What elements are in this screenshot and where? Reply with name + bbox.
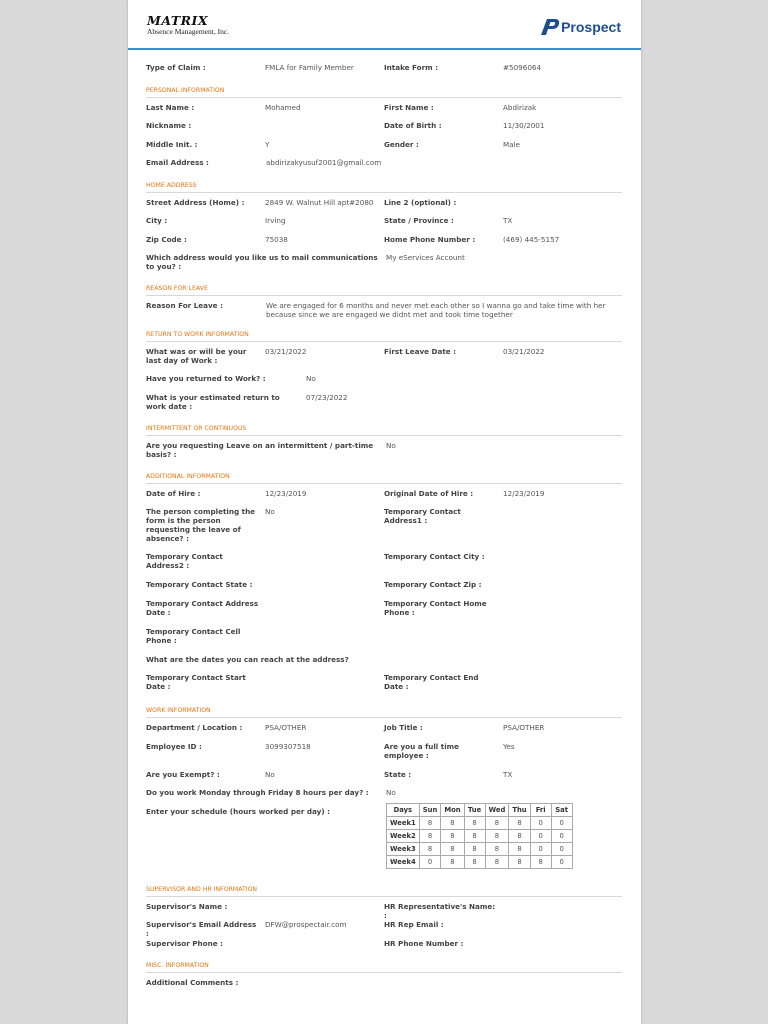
mail-row [146, 253, 622, 280]
street-row [146, 198, 622, 217]
email-address-label: Email Address : [146, 158, 209, 167]
schedule-hours-cell: 8 [485, 829, 509, 842]
mail-communications-value: My eServices Account [386, 253, 465, 262]
tc-state-row [146, 580, 622, 599]
original-hire-label: Original Date of Hire : [384, 488, 474, 498]
matrix-logo [147, 14, 229, 36]
hr-rep-email-label: HR Rep Email : [384, 920, 444, 929]
returned-to-work-value: No [306, 374, 316, 383]
temp-contact-address-date-value [265, 599, 384, 627]
middle-gender-row [146, 140, 622, 159]
tc-start-row [146, 673, 622, 702]
schedule-table [386, 803, 573, 869]
temp-contact-cell-value [266, 627, 386, 655]
mail-communications-label: Which address would you like us to mail communications to you? : [146, 253, 378, 271]
last-day-row [146, 347, 622, 374]
supervisor-phone-value [265, 939, 384, 958]
schedule-hours-cell: 8 [485, 855, 509, 868]
schedule-row [146, 807, 622, 881]
nickname-value [265, 121, 384, 140]
supervisor-name-value [265, 902, 384, 921]
schedule-label: Enter your schedule (hours worked per day) : [146, 806, 331, 816]
section-additional-information: ADDITIONAL INFORMATION [146, 468, 622, 484]
schedule-hours-cell: 8 [464, 829, 485, 842]
schedule-header: Mon [441, 803, 464, 816]
gender-value: Male [503, 139, 521, 149]
nickname-label: Nickname : [146, 121, 192, 130]
hr-rep-name-value [503, 902, 622, 921]
first-leave-date-label: First Leave Date : [384, 347, 457, 356]
section-home-address: HOME ADDRESS [146, 177, 622, 193]
section-misc-information: MISC. INFORMATION [146, 957, 622, 973]
schedule-hours-cell: 8 [441, 829, 464, 842]
schedule-hours-cell: 0 [530, 816, 551, 829]
schedule-header: Fri [530, 803, 551, 816]
full-time-value: Yes [503, 741, 515, 751]
department-label: Department / Location : [146, 723, 243, 732]
comments-row [146, 978, 622, 997]
intake-form-label: Intake Form : [384, 63, 439, 72]
schedule-hours-cell: 0 [551, 842, 572, 855]
temp-contact-start-value [265, 673, 384, 702]
intermittent-value: No [386, 440, 396, 450]
dates-reach-row [146, 655, 622, 674]
emp-id-row [146, 742, 622, 770]
temp-contact-city-value [503, 552, 622, 580]
dept-row [146, 723, 622, 742]
schedule-hours-cell: 8 [485, 842, 509, 855]
table-row [387, 842, 573, 855]
zip-row [146, 235, 622, 254]
schedule-table-wrap [386, 803, 573, 869]
returned-row [146, 374, 622, 393]
prospect-logo [538, 18, 621, 36]
name-row [146, 103, 622, 122]
hire-row [146, 489, 622, 508]
last-name-value: Mohamed [265, 102, 301, 112]
section-reason-for-leave: REASON FOR LEAVE [146, 280, 622, 296]
date-of-hire-label: Date of Hire : [146, 488, 201, 498]
state-province-label: State / Province : [384, 216, 454, 225]
nickname-row [146, 121, 622, 140]
schedule-hours-cell: 8 [441, 842, 464, 855]
schedule-hours-cell: 8 [464, 816, 485, 829]
schedule-hours-cell: 8 [509, 816, 530, 829]
temp-contact-home-phone-label: Temporary Contact Home Phone : [384, 598, 487, 617]
schedule-week-cell: Week2 [387, 829, 420, 842]
schedule-hours-cell: 8 [509, 829, 530, 842]
additional-comments-label: Additional Comments : [146, 978, 239, 987]
section-work-information: WORK INFORMATION [146, 702, 622, 718]
zip-code-label: Zip Code : [146, 234, 187, 244]
hr-rep-name-label: HR Representative's Name: : [384, 901, 496, 920]
temp-contact-address-date-label: Temporary Contact Address Date : [146, 598, 259, 617]
employee-id-value: 3099307518 [265, 741, 311, 751]
zip-code-value: 75038 [265, 234, 288, 244]
schedule-hours-cell: 8 [509, 842, 530, 855]
supervisor-email-label: Supervisor's Email Address : [146, 920, 257, 938]
schedule-header: Sat [551, 803, 572, 816]
estimated-return-value: 07/23/2022 [306, 392, 348, 402]
temp-contact-state-label: Temporary Contact State : [146, 580, 253, 589]
employee-id-label: Employee ID : [146, 741, 202, 751]
section-personal-information: PERSONAL INFORMATION [146, 82, 622, 98]
intermittent-row [146, 441, 622, 468]
section-supervisor-hr: SUPERVISOR AND HR INFORMATION [146, 881, 622, 897]
full-time-label: Are you a full time employee : [384, 741, 460, 760]
temp-contact-end-label: Temporary Contact End Date : [384, 673, 479, 691]
schedule-hours-cell: 8 [464, 855, 485, 868]
schedule-header: Thu [509, 803, 530, 816]
prospect-logo-icon [538, 18, 560, 36]
schedule-week-cell: Week4 [387, 855, 420, 868]
city-value: Irving [265, 216, 286, 225]
supervisor-phone-row [146, 939, 622, 958]
supervisor-name-label: Supervisor's Name : [146, 901, 228, 911]
temp-contact-state-value [265, 580, 384, 599]
middle-initial-label: Middle Init. : [146, 139, 198, 149]
temp-contact-start-label: Temporary Contact Start Date : [146, 673, 246, 691]
email-address-value: abdirizakyusuf2001@gmail.com [266, 158, 382, 167]
schedule-hours-cell: 8 [419, 842, 441, 855]
date-of-hire-value: 12/23/2019 [265, 488, 307, 498]
type-of-claim-value: FMLA for Family Member [265, 63, 354, 72]
exempt-row [146, 770, 622, 789]
section-return-to-work: RETURN TO WORK INFORMATION [146, 326, 622, 342]
reason-for-leave-value: We are engaged for 6 months and never met each other so I wanna go and take time with her because since we are engaged we didnt met and took time together [266, 301, 606, 319]
supervisor-email-row [146, 920, 622, 939]
city-label: City : [146, 216, 168, 225]
person-completing-value: No [265, 507, 275, 516]
schedule-hours-cell: 8 [441, 855, 464, 868]
claim-row [146, 63, 622, 82]
temp-contact-address2-value [265, 552, 384, 580]
mon-fri-value: No [386, 788, 396, 797]
returned-to-work-label: Have you returned to Work? : [146, 374, 266, 383]
schedule-header: Days [387, 803, 420, 816]
est-return-row [146, 393, 622, 420]
temp-contact-zip-label: Temporary Contact Zip : [384, 580, 482, 589]
temp-contact-home-phone-value [503, 599, 622, 627]
hr-phone-label: HR Phone Number : [384, 938, 464, 948]
schedule-hours-cell: 8 [441, 816, 464, 829]
last-day-of-work-label: What was or will be your last day of Work : [146, 347, 247, 365]
table-row [387, 829, 573, 842]
reason-row [146, 301, 622, 326]
job-title-label: Job Title : [384, 723, 423, 732]
date-of-birth-value: 11/30/2001 [503, 121, 545, 130]
schedule-hours-cell: 0 [551, 829, 572, 842]
first-name-label: First Name : [384, 102, 434, 112]
schedule-header: Wed [485, 803, 509, 816]
tc-cell-row [146, 627, 622, 655]
hr-rep-email-value [503, 920, 622, 939]
temp-contact-address1-value [503, 507, 622, 552]
intake-form-value: #5096064 [503, 63, 542, 72]
schedule-week-cell: Week3 [387, 842, 420, 855]
temp-contact-zip-value [503, 580, 622, 599]
schedule-week-cell: Week1 [387, 816, 420, 829]
schedule-header: Tue [464, 803, 485, 816]
prospect-logo-word: Prospect [561, 19, 621, 35]
temp-contact-end-value [503, 673, 622, 702]
supervisor-name-row [146, 902, 622, 921]
first-name-value: Abdirizak [503, 102, 537, 112]
tc-addr2-row [146, 552, 622, 580]
city-row [146, 216, 622, 235]
schedule-hours-cell: 0 [419, 855, 441, 868]
tc-addr-date-row [146, 599, 622, 627]
middle-initial-value: Y [265, 139, 270, 149]
mon-fri-label: Do you work Monday through Friday 8 hours per day? : [146, 788, 369, 797]
schedule-hours-cell: 8 [464, 842, 485, 855]
form-content [146, 63, 622, 997]
dates-reach-label: What are the dates you can reach at the address? [146, 654, 349, 664]
matrix-logo-word: MATRIX [147, 13, 209, 28]
reason-for-leave-label: Reason For Leave : [146, 301, 223, 310]
first-leave-date-value: 03/21/2022 [503, 347, 545, 356]
table-row [387, 816, 573, 829]
state-province-value: TX [503, 216, 513, 225]
schedule-hours-cell: 8 [419, 829, 441, 842]
date-of-birth-label: Date of Birth : [384, 121, 442, 130]
schedule-hours-cell: 8 [530, 855, 551, 868]
schedule-header: Sun [419, 803, 441, 816]
home-phone-label: Home Phone Number : [384, 234, 476, 244]
temp-contact-cell-label: Temporary Contact Cell Phone : [146, 626, 241, 645]
last-name-label: Last Name : [146, 102, 195, 112]
estimated-return-label: What is your estimated return to work date : [146, 392, 280, 411]
hr-phone-value [503, 939, 622, 958]
job-title-value: PSA/OTHER [503, 723, 545, 732]
schedule-hours-cell: 0 [551, 855, 572, 868]
schedule-hours-cell: 0 [551, 816, 572, 829]
matrix-logo-subtitle: Absence Management, Inc. [147, 27, 230, 36]
temp-contact-city-label: Temporary Contact City : [384, 552, 485, 561]
temp-contact-address2-label: Temporary Contact Address2 : [146, 552, 223, 570]
page-header [128, 0, 641, 50]
exempt-label: Are you Exempt? : [146, 769, 220, 779]
exempt-value: No [265, 769, 275, 779]
email-row [146, 158, 622, 177]
street-address-value: 2849 W. Walnut Hill apt#2080 [265, 197, 374, 207]
department-value: PSA/OTHER [265, 723, 307, 732]
home-phone-value: (469) 445-5157 [503, 234, 560, 244]
schedule-hours-cell: 0 [530, 842, 551, 855]
line2-label: Line 2 (optional) : [384, 197, 457, 207]
additional-comments-value [266, 978, 622, 997]
supervisor-email-value: DFW@prospectair.com [265, 920, 347, 929]
schedule-hours-cell: 8 [485, 816, 509, 829]
last-day-of-work-value: 03/21/2022 [265, 347, 307, 356]
schedule-hours-cell: 0 [530, 829, 551, 842]
temp-contact-address1-label: Temporary Contact Address1 : [384, 507, 461, 525]
form-page [128, 0, 641, 1024]
person-row [146, 507, 622, 552]
original-hire-value: 12/23/2019 [503, 488, 545, 498]
person-completing-label: The person completing the form is the person requesting the leave of absence? : [146, 507, 256, 543]
intermittent-label: Are you requesting Leave on an intermittent / part-time basis? : [146, 440, 374, 459]
schedule-hours-cell: 8 [419, 816, 441, 829]
work-state-value: TX [503, 769, 513, 779]
table-row [387, 855, 573, 868]
type-of-claim-label: Type of Claim : [146, 63, 206, 72]
street-address-label: Street Address (Home) : [146, 197, 245, 207]
work-state-label: State : [384, 769, 412, 779]
line2-value [503, 198, 622, 217]
section-intermittent: INTERMITTENT OR CONTINUOUS [146, 420, 622, 436]
schedule-header-row [387, 803, 573, 816]
schedule-hours-cell: 8 [509, 855, 530, 868]
gender-label: Gender : [384, 139, 419, 149]
supervisor-phone-label: Supervisor Phone : [146, 938, 223, 948]
